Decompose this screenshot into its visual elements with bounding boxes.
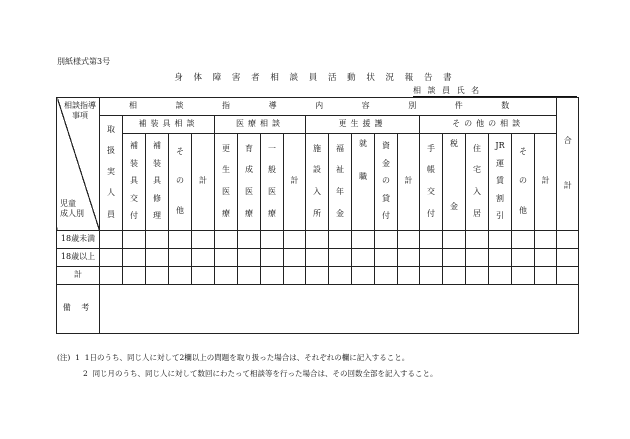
col-welfare-pension: 福 祉 年 金 (329, 134, 352, 230)
group-equipment: 補装具相談 (123, 116, 215, 134)
corner-cell (57, 98, 100, 231)
col-housing: 住 宅 入 居 (466, 134, 489, 230)
col-equipment-repair: 補 装 具 修 理 (146, 134, 169, 230)
row-under-18 (57, 230, 579, 248)
note-1-text: 1日のうち、同じ人に対して2欄以上の問題を取り扱った場合は、それぞれの欄に記入すること。 (84, 353, 410, 362)
note-2 (57, 366, 438, 382)
note-2-text: 同じ月のうち、同じ人に対して数回にわたって相談等を行った場合は、その回数全部を記入すること。 (92, 369, 438, 378)
col-grand-total: 合 計 (557, 98, 579, 231)
col-youth-medical: 育 成 医 療 (238, 134, 261, 230)
notes-prefix: (注) (57, 353, 71, 362)
group-other: その他の相談 (420, 116, 557, 134)
col-general-medical: 一 般 医 療 (261, 134, 284, 230)
corner-bottom-label-2: 成人別 (60, 209, 84, 219)
counselor-name-label: 相 談 員 氏 名 (413, 86, 482, 95)
col-equipment-issue: 補 装 具 交 付 (123, 134, 146, 230)
col-employment: 就 職 (352, 134, 375, 230)
col-facility-admission: 施 設 入 所 (306, 134, 329, 230)
row-total (57, 266, 579, 284)
remarks-field[interactable] (100, 284, 579, 333)
header-main: 相 談 指 導 内 容 別 件 数 (100, 98, 557, 116)
col-equipment-total: 計 (192, 134, 215, 230)
col-rehab-medical: 更 生 医 療 (215, 134, 238, 230)
group-medical: 医療相談 (215, 116, 306, 134)
col-medical-total: 計 (284, 134, 306, 230)
note-2-number: 2 (83, 369, 88, 378)
corner-bottom-label-1: 児童 (60, 198, 76, 208)
document-title: 身 体 障 害 者 相 談 員 活 動 状 況 報 告 書 (174, 73, 456, 83)
row-remarks (57, 284, 579, 333)
col-fund-loan: 資 金 の 貸 付 (375, 134, 398, 230)
col-handbook-issue: 手 帳 交 付 (420, 134, 443, 230)
note-1-number: 1 (75, 353, 80, 362)
col-tax: 税 金 (443, 134, 466, 230)
col-equipment-other: そ の 他 (169, 134, 192, 230)
col-other-total: 計 (535, 134, 557, 230)
note-1 (57, 350, 438, 366)
row-label-total: 計 (57, 266, 100, 284)
group-livelihood: 更生援護 (306, 116, 420, 134)
col-livelihood-total: 計 (398, 134, 420, 230)
notes (57, 350, 438, 382)
col-jr-fare-discount: JR 運 賃 割 引 (489, 134, 512, 230)
row-label-remarks: 備 考 (57, 284, 100, 333)
corner-top-label-1: 相談指導 (64, 101, 96, 110)
report-table (56, 97, 579, 334)
col-actual-persons: 取 扱 実 人 員 (100, 116, 123, 230)
col-other-other: そ の 他 (512, 134, 535, 230)
corner-top-label-2: 事項 (72, 111, 88, 121)
form-number: 別紙様式第3号 (57, 57, 111, 66)
row-label-over-18: 18歳以上 (57, 248, 100, 266)
row-label-under-18: 18歳未満 (57, 230, 100, 248)
row-over-18 (57, 248, 579, 266)
